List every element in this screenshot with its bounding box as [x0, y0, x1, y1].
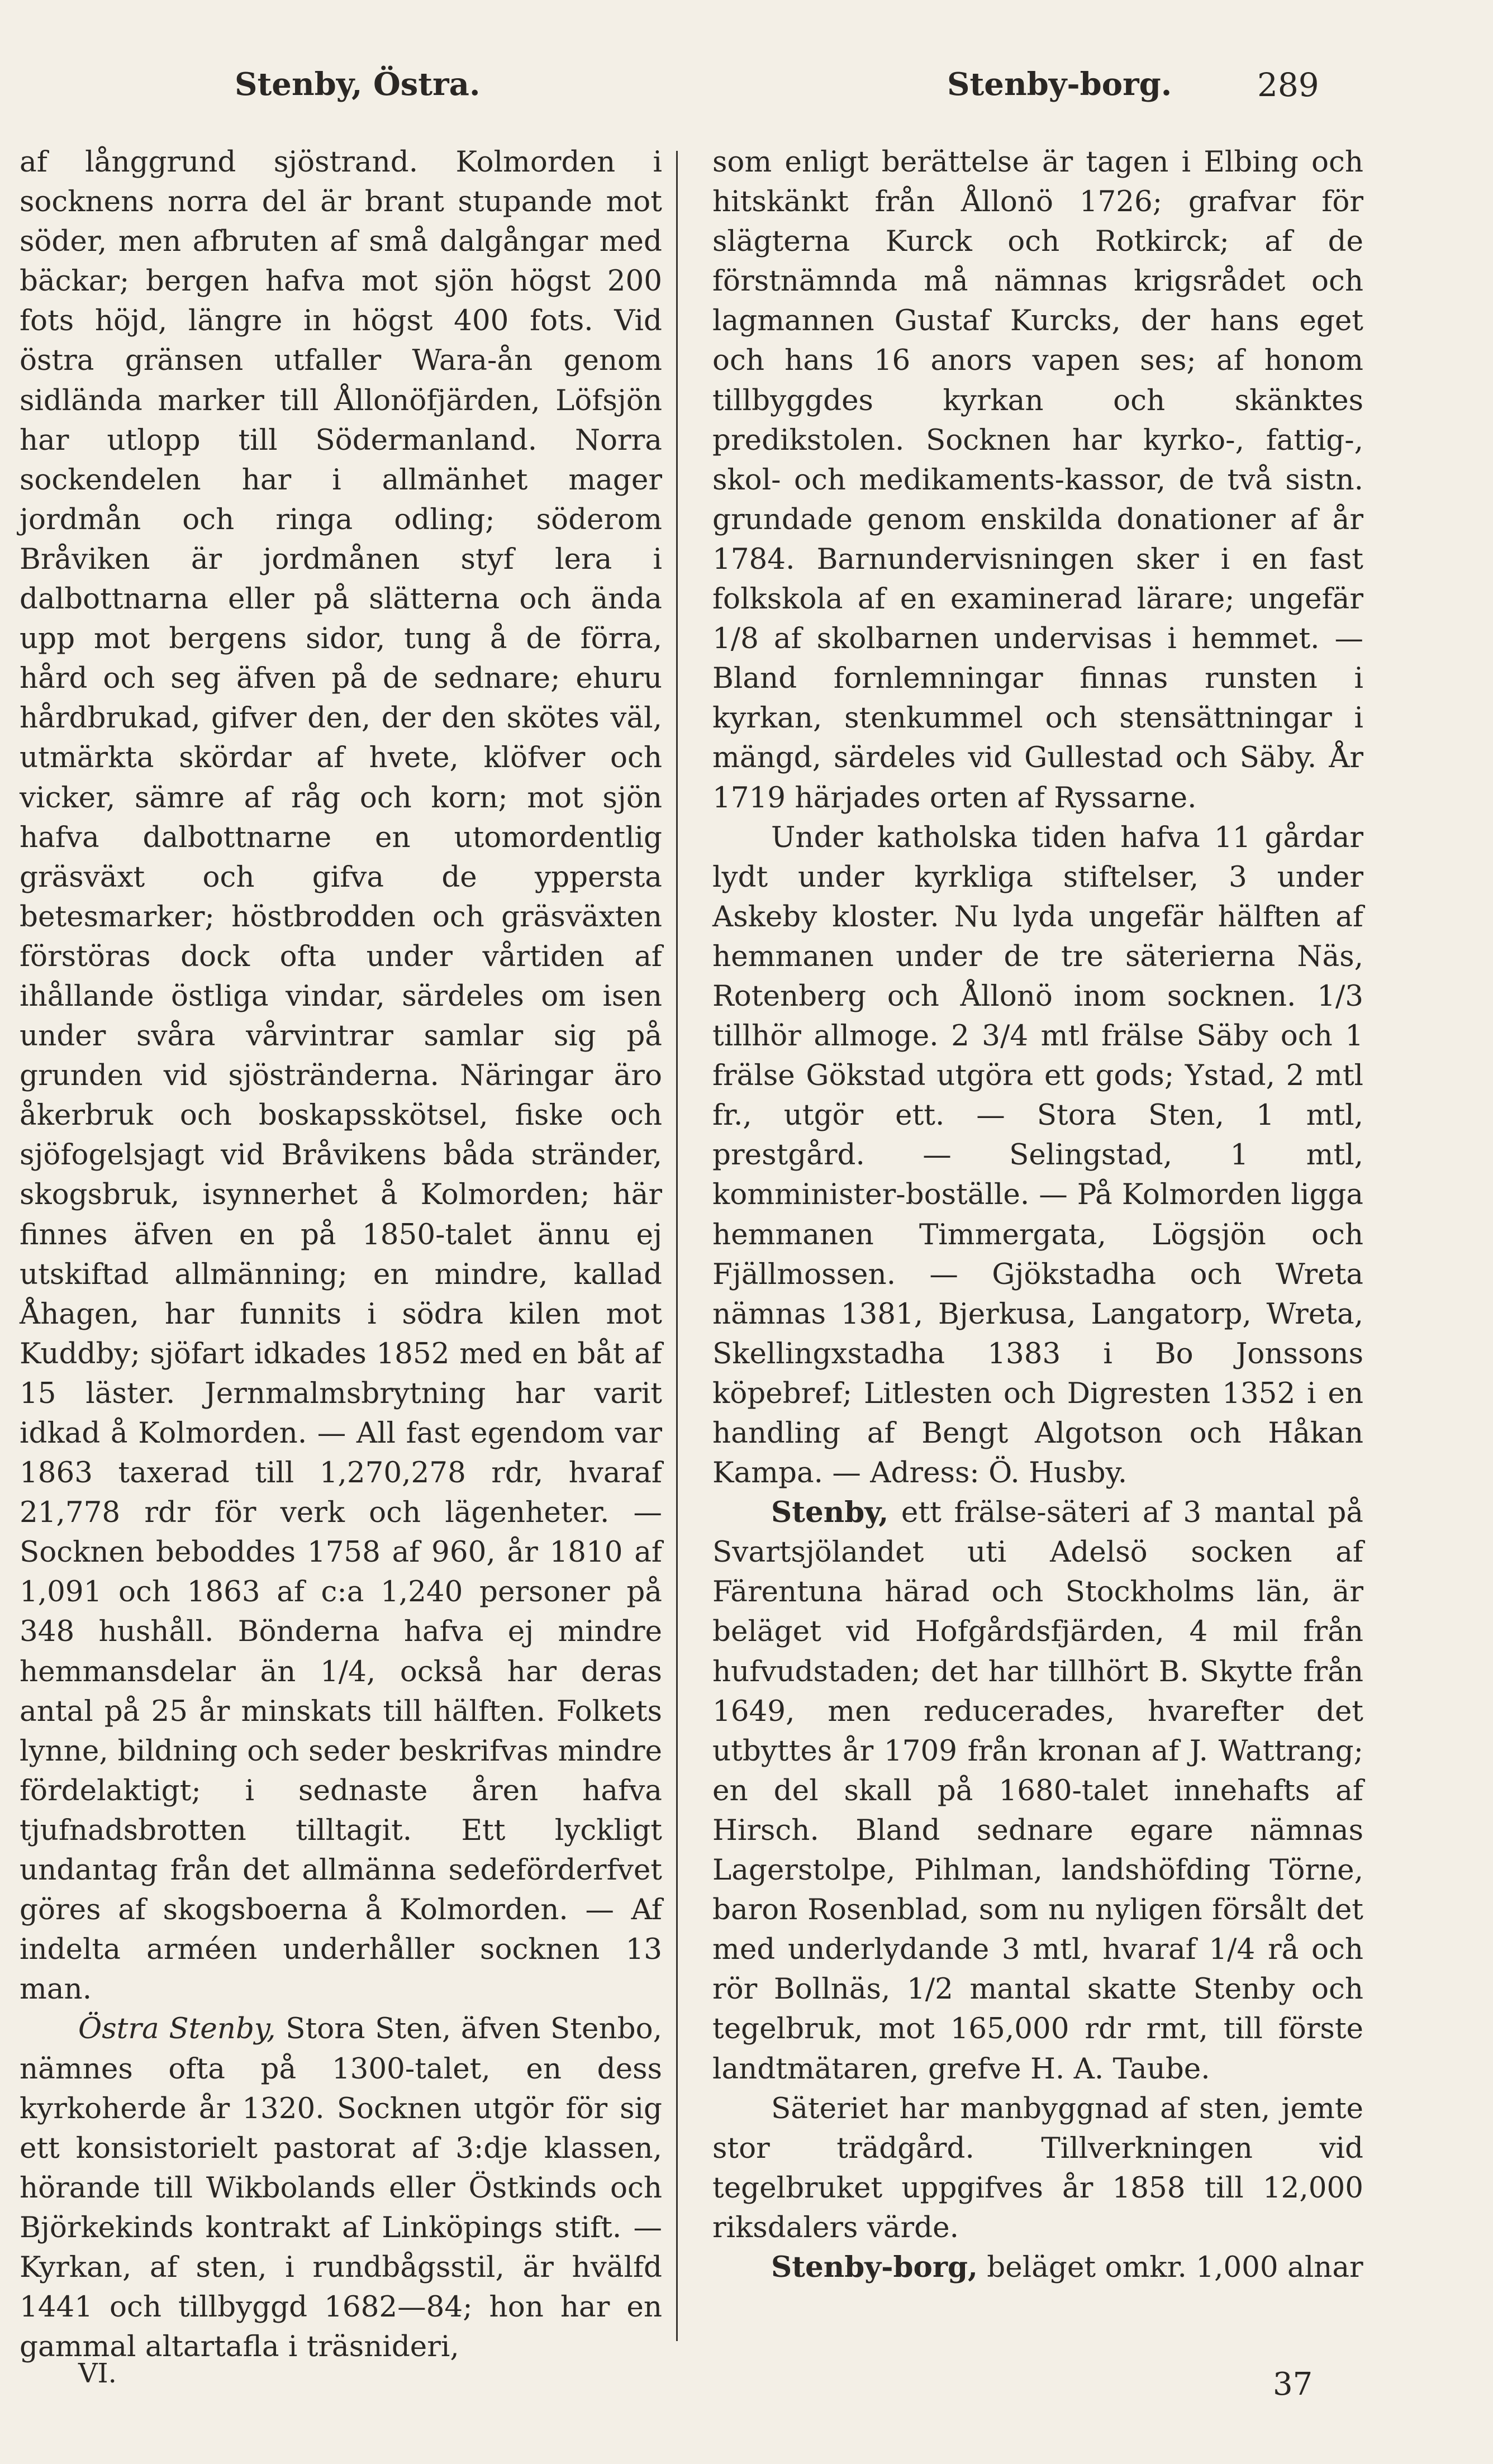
right-paragraph-3-text: ett frälse-säteri af 3 mantal på Svartsjölandet uti Adelsö socken af Färentuna härad och Stockholms län, är beläget vid Hofgårdsfjärden, 4 mil från hufvudstaden; det har tillhört B. Skytte från 1649, men reducerades, hvarefter det utbyttes år 1709 från kronan af J. Wattrang; en del skall på 1680-talet innehafts af Hirsch. Bland sednare egare nämnas Lagerstolpe, Pihlman, landshöfding Törne, baron Rosenblad, som nu nyligen försålt det med underlydande 3 mtl, hvaraf 1/4 rå och rör Bollnäs, 1/2 mantal skatte Stenby och tegelbruk, mot 165,000 rdr rmt, till förste landtmätaren, grefve H. A. Taube.	[712, 1496, 1363, 2086]
entry-title-stenby: Stenby,	[771, 1496, 889, 1530]
right-paragraph-5-text: beläget omkr. 1,000 alnar	[977, 2250, 1363, 2284]
right-paragraph-2: Under katholska tiden hafva 11 gårdar lydt under kyrkliga stiftelser, 3 under Askeby kloster. Nu lyda ungefär hälften af hemmanen under de tre säterierna Näs, Rotenberg och Ållonö inom socknen. 1/3 tillhör allmoge. 2 3/4 mtl frälse Säby och 1 frälse Gökstad utgöra ett gods; Ystad, 2 mtl fr., utgör ett. — Stora Sten, 1 mtl, prestgård. — Selingstad, 1 mtl, komminister-boställe. — På Kolmorden ligga hemmanen Timmergata, Lögsjön och Fjällmossen. — Gjökstadha och Wreta nämnas 1381, Bjerkusa, Langatorp, Wreta, Skellingxstadha 1383 i Bo Jonssons köpebref; Litlesten och Digresten 1352 i en handling af Bengt Algotson och Håkan Kampa. — Adress: Ö. Husby.	[712, 820, 1363, 1490]
right-paragraph-4: Säteriet har manbyggnad af sten, jemte stor trädgård. Tillverkningen vid tegelbruket uppgifves år 1858 till 12,000 riksdalers värde.	[712, 2091, 1363, 2244]
column-divider	[676, 151, 678, 2341]
entry-title-stenby-borg: Stenby-borg,	[771, 2250, 978, 2284]
running-head-right: Stenby-borg.	[947, 66, 1172, 103]
left-column	[20, 142, 662, 2367]
right-column	[712, 142, 1363, 2287]
left-paragraph-2-text: Stora Sten, äfven Stenbo, nämnes ofta på 1300-talet, en dess kyrkoherde år 1320. Socknen utgör för sig ett konsistorielt pastorat af 3:dje klassen, hörande till Wikbolands eller Östkinds och Björkekinds kontrakt af Linköpings stift. — Kyrkan, af sten, i rundbågsstil, är hvälfd 1441 och tillbyggd 1682—84; hon har en gammal altartafla i träsnideri,	[20, 2012, 662, 2364]
left-paragraph-1: af långgrund sjöstrand. Kolmorden i socknens norra del är brant stupande mot söder, men afbruten af små dalgångar med bäckar; bergen hafva mot sjön högst 200 fots höjd, längre in högst 400 fots. Vid östra gränsen utfaller Wara-ån genom sidlända marker till Ållonöfjärden, Löfsjön har utlopp till Södermanland. Norra sockendelen har i allmänhet mager jordmån och ringa odling; söderom Bråviken är jordmånen styf lera i dalbottnarna eller på slätterna och ända upp mot bergens sidor, tung å de förra, hård och seg äfven på de sednare; ehuru hårdbrukad, gifver den, der den skötes väl, utmärkta skördar af hvete, klöfver och vicker, sämre af råg och korn; mot sjön hafva dalbottnarne en utomordentlig gräsväxt och gifva de yppersta betesmarker; höstbrodden och gräsväxten förstöras dock ofta under vårtiden af ihållande östliga vindar, särdeles om isen under svåra vårvintrar samlar sig på grunden vid sjöstränderna. Näringar äro åkerbruk och boskapsskötsel, fiske och sjöfogelsjagt vid Bråvikens båda stränder, skogsbruk, isynnerhet å Kolmorden; här finnes äfven en på 1850-talet ännu ej utskiftad allmänning; en mindre, kallad Åhagen, har funnits i södra kilen mot Kuddby; sjöfart idkades 1852 med en båt af 15 läster. Jernmalmsbrytning har varit idkad å Kolmorden. — All fast egendom var 1863 taxerad till 1,270,278 rdr, hvaraf 21,778 rdr för verk och lägenheter. — Socknen beboddes 1758 af 960, år 1810 af 1,091 och 1863 af c:a 1,240 personer på 348 hushåll. Bönderna hafva ej mindre hemmansdelar än 1/4, också har deras antal på 25 år minskats till hälften. Folkets lynne, bildning och seder beskrifvas mindre fördelaktigt; i sednaste åren hafva tjufnadsbrotten tilltagit. Ett lyckligt undantag från det allmänna sedeförderfvet göres af skogsboerna å Kolmorden. — Af indelta arméen underhåller socknen 13 man.	[20, 145, 662, 2006]
running-head-left: Stenby, Östra.	[235, 66, 481, 103]
footer-number: 37	[1273, 2366, 1313, 2403]
right-paragraph-3	[712, 1493, 1363, 2089]
right-paragraph-1: som enligt berättelse är tagen i Elbing och hitskänkt från Ållonö 1726; grafvar för slägterna Kurck och Rotkirck; af de förstnämnda må nämnas krigsrådet och lagmannen Gustaf Kurcks, der hans eget och hans 16 anors vapen ses; af honom tillbyggdes kyrkan och skänktes predikstolen. Socknen har kyrko-, fattig-, skol- och medikaments-kassor, de två sistn. grundade genom enskilda donationer af år 1784. Barnundervisningen sker i en fast folkskola af en examinerad lärare; ungefär 1/8 af skolbarnen undervisas i hemmet. — Bland fornlemningar finnas runsten i kyrkan, stenkummel och stensättningar i mängd, särdeles vid Gullestad och Säby. År 1719 härjades orten af Ryssarne.	[712, 145, 1363, 815]
page-number: 289	[1257, 66, 1319, 104]
signature-mark: VI.	[78, 2358, 117, 2389]
left-paragraph-2	[20, 2009, 662, 2367]
right-paragraph-5	[712, 2248, 1363, 2287]
place-name: Östra Stenby,	[78, 2012, 276, 2046]
